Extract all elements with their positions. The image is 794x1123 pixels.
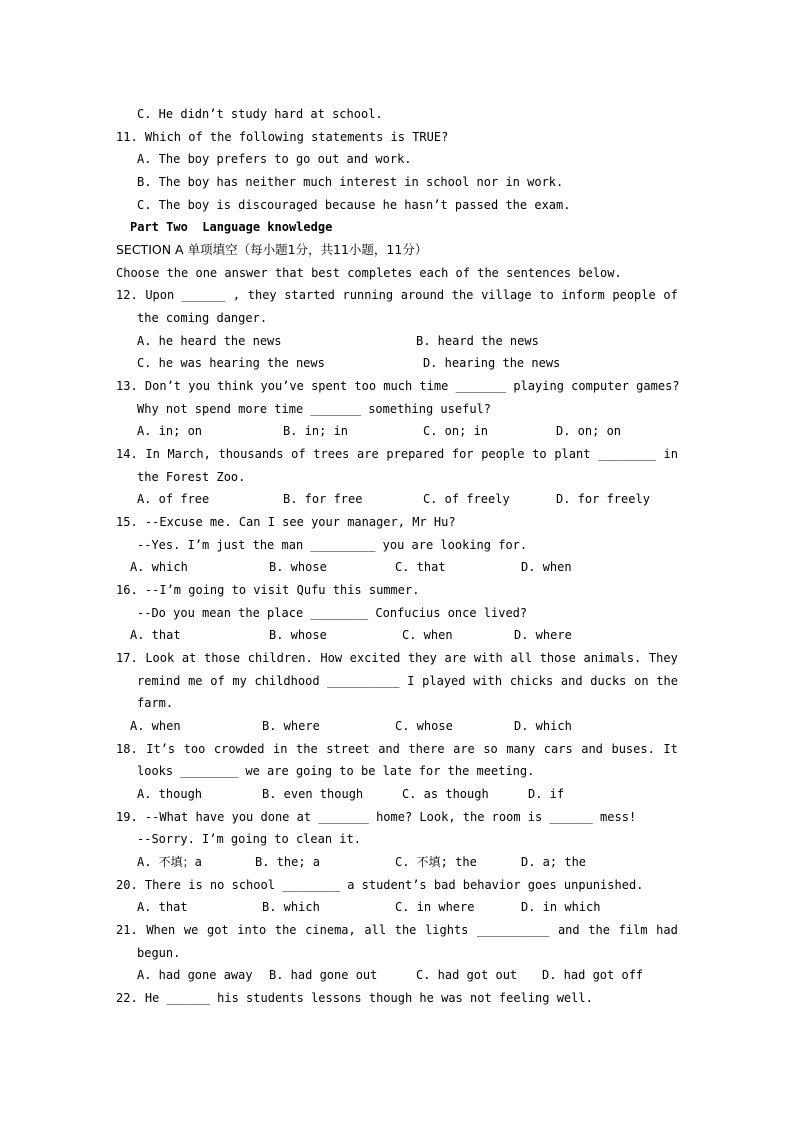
q14-option-c: C. of freely	[423, 492, 510, 506]
word: are	[444, 651, 467, 665]
q19-option-b: B. the; a	[255, 855, 321, 869]
q17-option-d: D. which	[514, 719, 572, 733]
q16-option-d: D. where	[514, 628, 572, 642]
word: played	[422, 674, 466, 688]
part-two-heading: Part Two Language knowledge	[130, 220, 333, 234]
word: to	[532, 447, 547, 461]
word: They	[648, 651, 678, 665]
word: ______	[181, 288, 226, 302]
word: with	[473, 651, 503, 665]
word: are	[453, 742, 475, 756]
word: all	[510, 651, 533, 665]
word: of	[291, 447, 306, 461]
q18-option-d: D. if	[528, 787, 565, 801]
word: ________	[598, 447, 656, 461]
q15-option-b: B. whose	[269, 560, 327, 574]
q21-option-c: C. had got out	[416, 968, 518, 982]
word: running	[342, 288, 394, 302]
word: cinema,	[305, 923, 356, 937]
q18-line1	[116, 742, 678, 756]
word: and	[581, 742, 603, 756]
word: the	[274, 923, 297, 937]
q11-option-a: A. The boy prefers to go out and work.	[137, 152, 412, 166]
q14-line2: the Forest Zoo.	[137, 470, 246, 484]
word: remind	[137, 674, 181, 688]
q21-option-a: A. had gone away	[137, 968, 253, 982]
word: 12.	[116, 288, 138, 302]
word: of	[663, 288, 678, 302]
q12-option-b: B. heard the news	[416, 334, 539, 348]
word: excited	[349, 651, 401, 665]
word: lights	[425, 923, 469, 937]
q15-line2: --Yes. I’m just the man _________ you are looking for.	[137, 538, 528, 552]
q21-option-b: B. had gone out	[269, 968, 378, 982]
word: for	[451, 447, 474, 461]
word: those	[539, 651, 576, 665]
q14-option-a: A. of free	[137, 492, 210, 506]
word: had	[656, 923, 678, 937]
q16-line1: 16. --I’m going to visit Qufu this summer.	[116, 583, 420, 597]
word: __________	[477, 923, 550, 937]
word: people	[612, 288, 656, 302]
word: How	[320, 651, 343, 665]
word: film	[618, 923, 648, 937]
q16-option-a: A. that	[130, 628, 181, 642]
q13-line1: 13. Don’t you think you’ve spent too much time _______ playing computer games?	[116, 379, 680, 393]
q17-line2	[137, 674, 678, 688]
word: plant	[554, 447, 591, 461]
word: of	[210, 674, 225, 688]
word: the	[451, 288, 474, 302]
q19-option-d: D. a; the	[521, 855, 587, 869]
q13-option-d: D. on; on	[556, 424, 622, 438]
q18-line2: looks ________ we are going to be late for the meeting.	[137, 764, 535, 778]
word: the	[588, 923, 610, 937]
q12-option-a: A. he heard the news	[137, 334, 282, 348]
word: into	[237, 923, 267, 937]
word: 14.	[116, 447, 138, 461]
word: many	[506, 742, 536, 756]
word: crowded	[213, 742, 265, 756]
q21-line1	[116, 923, 678, 937]
word: 21.	[116, 923, 138, 937]
word: It	[663, 742, 678, 756]
word: all	[364, 923, 387, 937]
word: got	[206, 923, 229, 937]
word: thousands	[218, 447, 284, 461]
word: they	[407, 651, 437, 665]
word: in	[663, 447, 678, 461]
word: Upon	[145, 288, 175, 302]
word: childhood	[254, 674, 320, 688]
word: ducks	[590, 674, 627, 688]
q19-option-c: C. 不填; the	[395, 855, 477, 869]
q18-option-b: B. even though	[262, 787, 364, 801]
q18-option-c: C. as though	[402, 787, 489, 801]
q12-line2: the coming danger.	[137, 311, 268, 325]
word: When	[146, 923, 176, 937]
q21-line2: begun.	[137, 946, 181, 960]
word: children.	[247, 651, 313, 665]
word: the	[296, 742, 318, 756]
word: street	[326, 742, 370, 756]
q15-option-d: D. when	[521, 560, 572, 574]
q15-option-a: A. which	[130, 560, 188, 574]
word: March,	[167, 447, 211, 461]
word: and	[557, 923, 580, 937]
word: started	[284, 288, 335, 302]
q20-line1: 20. There is no school ________ a student’s bad behavior goes unpunished.	[116, 878, 644, 892]
instructions: Choose the one answer that best completes each of the sentences below.	[116, 266, 622, 280]
q13-option-b: B. in; in	[283, 424, 349, 438]
word: trees	[313, 447, 350, 461]
q19-option-a: A. 不填；a	[137, 855, 202, 869]
section-a-heading: SECTION A 单项填空（每小题1分，共11小题，11分）	[116, 242, 428, 257]
q17-option-c: C. whose	[395, 719, 453, 733]
word: around	[400, 288, 445, 302]
word: on	[634, 674, 649, 688]
word: too	[183, 742, 206, 756]
q21-option-d: D. had got off	[542, 968, 644, 982]
word: It’s	[146, 742, 176, 756]
word: prepared	[386, 447, 445, 461]
q12-line1	[116, 288, 678, 302]
q20-option-b: B. which	[262, 900, 320, 914]
word: the	[656, 674, 678, 688]
word: village	[481, 288, 532, 302]
q13-option-a: A. in; on	[137, 424, 203, 438]
word: and	[560, 674, 583, 688]
q13-option-c: C. on; in	[423, 424, 489, 438]
word: me	[188, 674, 203, 688]
q12-option-d: D. hearing the news	[423, 356, 561, 370]
word: 18.	[116, 742, 138, 756]
q18-option-a: A. though	[137, 787, 203, 801]
word: In	[145, 447, 160, 461]
word: I	[407, 674, 415, 688]
word: my	[232, 674, 247, 688]
q16-option-c: C. when	[402, 628, 453, 642]
word: those	[203, 651, 241, 665]
q11-option-b: B. The boy has neither much interest in school nor in work.	[137, 175, 564, 189]
q17-line1	[116, 651, 678, 665]
word: cars	[543, 742, 573, 756]
word: they	[247, 288, 277, 302]
q11-option-c: C. The boy is discouraged because he hasn’t passed the exam.	[137, 198, 571, 212]
q17-line3: farm.	[137, 696, 174, 710]
word: buses.	[611, 742, 655, 756]
word: 17.	[116, 651, 138, 665]
q15-option-c: C. that	[395, 560, 446, 574]
word: at	[181, 651, 197, 665]
word: so	[483, 742, 498, 756]
q20-option-d: D. in which	[521, 900, 601, 914]
word: the	[394, 923, 417, 937]
q16-line2: --Do you mean the place ________ Confucius once lived?	[137, 606, 528, 620]
q17-option-a: A. when	[130, 719, 181, 733]
word: we	[183, 923, 199, 937]
q16-option-b: B. whose	[269, 628, 327, 642]
word: to	[539, 288, 554, 302]
q22-line1: 22. He ______ his students lessons though he was not feeling well.	[116, 991, 593, 1005]
q14-line1	[116, 447, 678, 461]
word: and	[378, 742, 400, 756]
q15-line1: 15. --Excuse me. Can I see your manager, Mr Hu?	[116, 515, 456, 529]
q14-option-b: B. for free	[283, 492, 363, 506]
word: animals.	[583, 651, 642, 665]
q14-option-d: D. for freely	[556, 492, 650, 506]
word: inform	[561, 288, 605, 302]
word: people	[481, 447, 525, 461]
q12-option-c: C. he was hearing the news	[137, 356, 325, 370]
word: are	[357, 447, 379, 461]
q20-option-a: A. that	[137, 900, 188, 914]
word: __________	[327, 674, 400, 688]
q11-stem: 11. Which of the following statements is TRUE?	[116, 130, 449, 144]
word: in	[273, 742, 288, 756]
word: there	[408, 742, 445, 756]
q20-option-c: C. in where	[395, 900, 475, 914]
q10-option-c: C. He didn’t study hard at school.	[137, 107, 383, 121]
q19-line1: 19. --What have you done at _______ home? Look, the room is ______ mess!	[116, 810, 637, 824]
word: ,	[232, 288, 241, 302]
word: with	[473, 674, 503, 688]
word: Look	[145, 651, 175, 665]
q13-line2: Why not spend more time _______ something useful?	[137, 402, 492, 416]
q17-option-b: B. where	[262, 719, 320, 733]
q19-line2: --Sorry. I’m going to clean it.	[137, 832, 361, 846]
word: chicks	[509, 674, 554, 688]
